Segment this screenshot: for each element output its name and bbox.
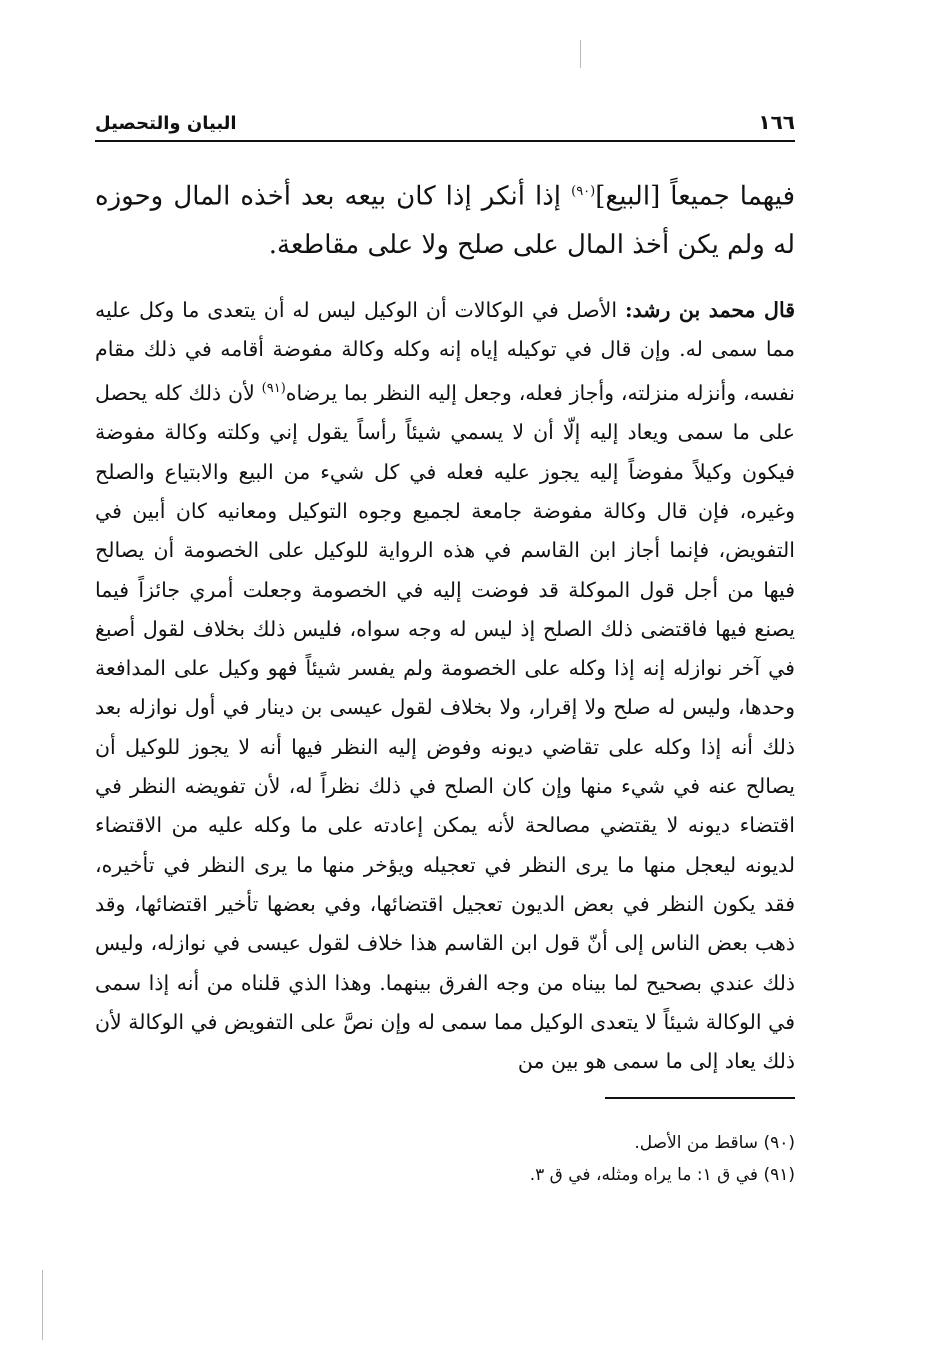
footnote-ref-90: (٩٠) (571, 184, 596, 199)
passage-text-end: إذا أنكر إذا كان بيعه بعد أخذه المال وحوزه له ولم يكن أخذ المال على صلح ولا على مقاطعة. (95, 181, 795, 260)
book-page (95, 110, 795, 1191)
footnote-separator (605, 1097, 795, 1099)
footnotes (95, 1127, 795, 1191)
book-title: البيان والتحصيل (95, 113, 237, 134)
quoted-passage (95, 168, 795, 269)
scan-artifact-line (580, 40, 581, 68)
footnote-90: (٩٠) ساقط من الأصل. (634, 1133, 795, 1154)
commentary-text-part1: الأصل في الوكالات أن الوكيل ليس له أن يتعدى ما وكل عليه مما سمى له. وإن قال في توكيله إياه إنه وكله وكالة مفوضة أقامه في ذلك مقام نفسه، وأنزله منزلته، وأجاز فعله، وجعل إليه النظر بما يرضاه (95, 297, 795, 406)
passage-text-start: فيهما جميعاً [البيع] (595, 181, 795, 212)
scan-artifact-line (42, 1270, 43, 1340)
footnote-ref-91: (٩١) (261, 381, 286, 397)
commentary-text-part2: لأن ذلك كله يحصل على ما سمى ويعاد إليه إلّا أن لا يسمي شيئاً رأساً يقول إني وكلته وكالة مفوضة فيكون وكيلاً مفوضاً إليه يجوز عليه فعله في كل شيء من البيع والابتياع والصلح وغيره، فإن قال وكالة مفوضة جامعة لجميع وجوه التوكيل ومعانيه كان أبين في التفويض، فإنما أجاز ابن القاسم في هذه الرواية للوكيل على الخصومة أن يصالح فيها من أجل قول الموكلة قد فوضت إليه في الخصومة وجعلت أمري جائزاً فيما يصنع فيها فاقتضى ذلك الصلح إذ ليس له وجه سواه، فليس ذلك بخلاف لقول أصبغ في آخر نوازله إنه إذا وكله على الخصومة ولم يفسر شيئاً فهو وكيل على المدافعة وحدها، وليس له صلح ولا إقرار، ولا بخلاف لقول عيسى بن دينار في أول نوازله بعد ذلك أنه إذا وكله على تقاضي ديونه وفوض إليه النظر فيها أنه لا يجوز للوكيل أن يصالح عنه في شيء منها وإن كان الصلح في ذلك نظراً له، لأن تفويضه النظر في اقتضاء ديونه لا يقتضي مصالحة لأنه يمكن إعادته على ما وكله عليه من الاقتضاء لديونه ليعجل منها ما يرى النظر في تعجيله ويؤخر منها ما يرى النظر في تأخيره، فقد يكون النظر في بعض الديون تعجيل اقتضائها، وفي بعضها تأخير اقتضائها، وقد ذهب بعض الناس إلى أنّ قول ابن القاسم هذا خلاف لقول عيسى في نوازله، وليس ذلك عندي بصحيح لما بيناه من وجه الفرق بينهما. وهذا الذي قلناه من أنه إذا سمى في الوكالة شيئاً لا يتعدى الوكيل مما سمى له وإن نصَّ على التفويض في الوكالة لأن ذلك يعاد إلى ما سمى هو بين من (95, 381, 795, 1074)
commentary-paragraph (95, 291, 795, 1082)
speaker-label: قال محمد بن رشد: (624, 297, 795, 322)
page-number: ١٦٦ (758, 110, 795, 134)
running-header (95, 110, 795, 142)
footnote-91: (٩١) في ق ١: ما يراه ومثله، في ق ٣. (529, 1165, 795, 1186)
